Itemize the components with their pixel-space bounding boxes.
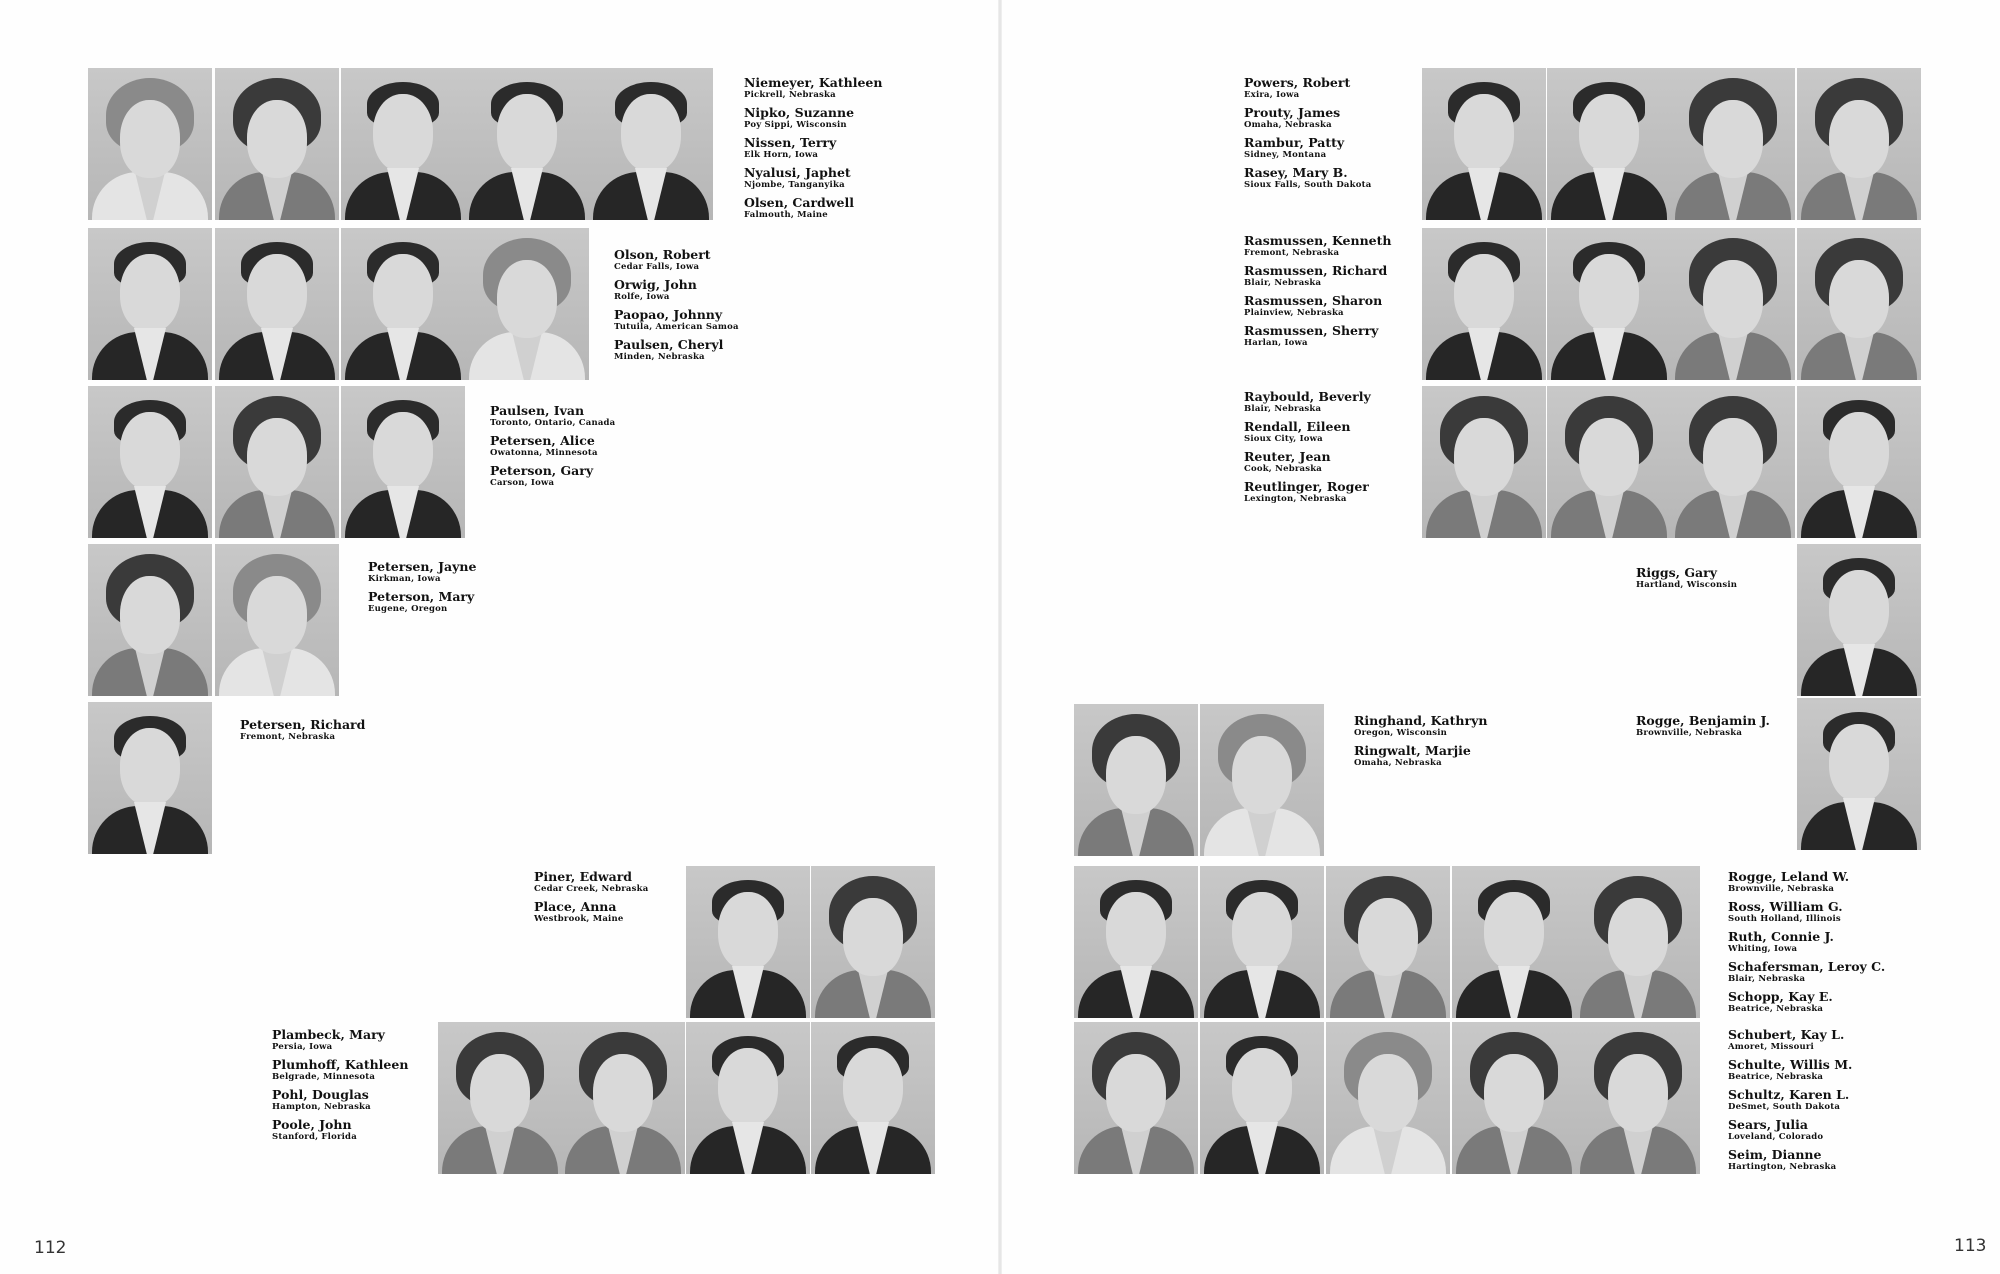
portrait-photo-powers-robert (1422, 68, 1546, 220)
portrait-photo-rambur-patty (1671, 68, 1795, 220)
student-hometown: Whiting, Iowa (1728, 944, 1798, 954)
student-name: Ross, William G. (1728, 899, 1843, 914)
student-hometown: Minden, Nebraska (614, 352, 705, 362)
student-name: Rasmussen, Sharon (1244, 293, 1383, 308)
student-hometown: Njombe, Tanganyika (744, 180, 845, 190)
student-name: Schafersman, Leroy C. (1728, 959, 1886, 974)
student-entry (534, 870, 648, 894)
portrait-photo-rasmussen-sharon (1671, 228, 1795, 380)
student-hometown: Blair, Nebraska (1728, 974, 1806, 984)
portrait-photo-rasmussen-richard (1547, 228, 1671, 380)
student-entry (1728, 1148, 1836, 1172)
portrait-photo-ross-william-g (1200, 866, 1324, 1018)
student-name: Schubert, Kay L. (1728, 1027, 1845, 1042)
portrait-photo-rogge-leland-w (1074, 866, 1198, 1018)
student-name: Nissen, Terry (744, 135, 837, 150)
student-hometown: Exira, Iowa (1244, 90, 1300, 100)
student-hometown: Tutuila, American Samoa (614, 322, 739, 332)
portrait-photo-nissen-terry (341, 68, 465, 220)
student-hometown: Oregon, Wisconsin (1354, 728, 1448, 738)
student-entry (368, 560, 476, 584)
student-entry (1244, 390, 1371, 414)
portrait-photo-ringwalt-marjie (1200, 704, 1324, 856)
student-hometown: Hampton, Nebraska (272, 1102, 371, 1112)
student-hometown: Loveland, Colorado (1728, 1132, 1824, 1142)
student-name: Nipko, Suzanne (744, 105, 855, 120)
student-entry (490, 464, 593, 488)
student-entry (1244, 480, 1369, 504)
student-name: Poole, John (272, 1117, 352, 1132)
portrait-photo-poole-john (811, 1022, 935, 1174)
portrait-photo-paulsen-ivan (88, 386, 212, 538)
portrait-photo-raybould-beverly (1422, 386, 1546, 538)
portrait-photo-rendall-eileen (1547, 386, 1671, 538)
student-hometown: Kirkman, Iowa (368, 574, 441, 584)
student-name: Pohl, Douglas (272, 1087, 369, 1102)
student-entry (272, 1028, 385, 1052)
student-entry (1244, 136, 1344, 160)
portrait-photo-prouty-james (1547, 68, 1671, 220)
student-name: Schulte, Willis M. (1728, 1057, 1853, 1072)
student-entry (1728, 1088, 1849, 1112)
student-entry (534, 900, 623, 924)
student-hometown: Beatrice, Nebraska (1728, 1004, 1824, 1014)
portrait-photo-orwig-john (215, 228, 339, 380)
student-name: Piner, Edward (534, 869, 633, 884)
student-entry (744, 76, 882, 100)
student-name: Raybould, Beverly (1244, 389, 1371, 404)
student-name: Olsen, Cardwell (744, 195, 855, 210)
student-hometown: Rolfe, Iowa (614, 292, 670, 302)
portrait-photo-rasmussen-kenneth (1422, 228, 1546, 380)
student-entry (744, 196, 854, 220)
portrait-photo-riggs-gary (1797, 544, 1921, 696)
student-hometown: South Holland, Illinois (1728, 914, 1841, 924)
student-entry (614, 248, 711, 272)
student-name: Prouty, James (1244, 105, 1341, 120)
student-name: Riggs, Gary (1636, 565, 1717, 580)
portrait-photo-petersen-alice (215, 386, 339, 538)
student-entry (272, 1088, 371, 1112)
student-name: Paopao, Johnny (614, 307, 723, 322)
student-name: Orwig, John (614, 277, 697, 292)
student-hometown: Fremont, Nebraska (1244, 248, 1340, 258)
student-entry (1354, 744, 1471, 768)
student-hometown: Sioux City, Iowa (1244, 434, 1323, 444)
student-hometown: Carson, Iowa (490, 478, 555, 488)
student-name: Peterson, Gary (490, 463, 594, 478)
student-entry (1728, 960, 1885, 984)
student-entry (1244, 106, 1340, 130)
portrait-photo-olsen-cardwell (589, 68, 713, 220)
portrait-photo-schubert-kay-l (1074, 1022, 1198, 1174)
portrait-photo-schafersman-leroy-c (1452, 866, 1576, 1018)
portrait-photo-rasmussen-sherry (1797, 228, 1921, 380)
student-entry (240, 718, 365, 742)
student-hometown: Belgrade, Minnesota (272, 1072, 376, 1082)
student-hometown: Hartington, Nebraska (1728, 1162, 1837, 1172)
student-name: Schopp, Kay E. (1728, 989, 1833, 1004)
student-name: Seim, Dianne (1728, 1147, 1822, 1162)
student-name: Rogge, Benjamin J. (1636, 713, 1770, 728)
portrait-photo-olson-robert (88, 228, 212, 380)
student-hometown: Blair, Nebraska (1244, 404, 1322, 414)
student-hometown: Falmouth, Maine (744, 210, 828, 220)
portrait-photo-paulsen-cheryl (465, 228, 589, 380)
student-entry (1636, 566, 1737, 590)
student-hometown: Sidney, Montana (1244, 150, 1327, 160)
student-hometown: Amoret, Missouri (1728, 1042, 1814, 1052)
student-hometown: Cedar Falls, Iowa (614, 262, 700, 272)
student-name: Plambeck, Mary (272, 1027, 385, 1042)
student-entry (1636, 714, 1770, 738)
portrait-photo-nipko-suzanne (215, 68, 339, 220)
student-entry (614, 338, 723, 362)
student-entry (272, 1058, 408, 1082)
student-hometown: Lexington, Nebraska (1244, 494, 1347, 504)
student-hometown: Fremont, Nebraska (240, 732, 336, 742)
student-hometown: Owatonna, Minnesota (490, 448, 598, 458)
student-name: Ruth, Connie J. (1728, 929, 1834, 944)
portrait-photo-niemeyer-kathleen (88, 68, 212, 220)
portrait-photo-ringhand-kathryn (1074, 704, 1198, 856)
portrait-photo-sears-julia (1452, 1022, 1576, 1174)
student-name: Reuter, Jean (1244, 449, 1331, 464)
student-hometown: Hartland, Wisconsin (1636, 580, 1738, 590)
student-name: Rasey, Mary B. (1244, 165, 1348, 180)
student-name: Petersen, Jayne (368, 559, 477, 574)
student-entry (744, 136, 836, 160)
portrait-photo-schulte-willis-m (1200, 1022, 1324, 1174)
student-entry (1244, 450, 1331, 474)
student-hometown: Stanford, Florida (272, 1132, 357, 1142)
student-entry (272, 1118, 357, 1142)
student-entry (1244, 420, 1351, 444)
student-name: Niemeyer, Kathleen (744, 75, 883, 90)
student-hometown: DeSmet, South Dakota (1728, 1102, 1841, 1112)
student-entry (1728, 930, 1834, 954)
portrait-photo-rasey-mary-b (1797, 68, 1921, 220)
student-name: Petersen, Richard (240, 717, 366, 732)
student-entry (1244, 76, 1350, 100)
student-name: Ringwalt, Marjie (1354, 743, 1471, 758)
student-name: Petersen, Alice (490, 433, 595, 448)
portrait-photo-petersen-richard (88, 702, 212, 854)
student-name: Nyalusi, Japhet (744, 165, 851, 180)
page-number-right: 113 (1954, 1236, 1987, 1256)
student-hometown: Poy Sippi, Wisconsin (744, 120, 847, 130)
student-name: Rasmussen, Sherry (1244, 323, 1379, 338)
student-hometown: Westbrook, Maine (534, 914, 624, 924)
student-name: Ringhand, Kathryn (1354, 713, 1488, 728)
student-hometown: Brownville, Nebraska (1728, 884, 1835, 894)
student-hometown: Toronto, Ontario, Canada (490, 418, 616, 428)
student-hometown: Brownville, Nebraska (1636, 728, 1743, 738)
student-entry (744, 166, 851, 190)
student-name: Rogge, Leland W. (1728, 869, 1850, 884)
student-name: Reutlinger, Roger (1244, 479, 1369, 494)
student-name: Paulsen, Ivan (490, 403, 585, 418)
student-hometown: Omaha, Nebraska (1354, 758, 1442, 768)
portrait-photo-nyalusi-japhet (465, 68, 589, 220)
student-hometown: Blair, Nebraska (1244, 278, 1322, 288)
student-hometown: Pickrell, Nebraska (744, 90, 836, 100)
book-spine (998, 0, 1002, 1274)
student-entry (1354, 714, 1487, 738)
student-entry (490, 434, 598, 458)
student-name: Sears, Julia (1728, 1117, 1809, 1132)
student-entry (1728, 870, 1849, 894)
student-name: Rambur, Patty (1244, 135, 1345, 150)
student-name: Rendall, Eileen (1244, 419, 1351, 434)
portrait-photo-reuter-jean (1671, 386, 1795, 538)
portrait-photo-place-anna (811, 866, 935, 1018)
student-hometown: Sioux Falls, South Dakota (1244, 180, 1372, 190)
student-name: Paulsen, Cheryl (614, 337, 724, 352)
student-entry (614, 308, 739, 332)
portrait-photo-schultz-karen-l (1326, 1022, 1450, 1174)
student-name: Schultz, Karen L. (1728, 1087, 1850, 1102)
student-hometown: Beatrice, Nebraska (1728, 1072, 1824, 1082)
student-entry (1244, 166, 1371, 190)
student-entry (1728, 1118, 1823, 1142)
student-entry (1244, 294, 1382, 318)
student-hometown: Cedar Creek, Nebraska (534, 884, 649, 894)
portrait-photo-rogge-benjamin-j (1797, 698, 1921, 850)
portrait-photo-peterson-gary (341, 386, 465, 538)
student-entry (744, 106, 854, 130)
portrait-photo-pohl-douglas (686, 1022, 810, 1174)
student-name: Powers, Robert (1244, 75, 1351, 90)
student-entry (614, 278, 697, 302)
student-name: Olson, Robert (614, 247, 711, 262)
page-number-left: 112 (34, 1238, 67, 1258)
portrait-photo-schopp-kay-e (1576, 866, 1700, 1018)
student-hometown: Eugene, Oregon (368, 604, 448, 614)
portrait-photo-ruth-connie-j (1326, 866, 1450, 1018)
student-entry (1728, 900, 1843, 924)
portrait-photo-peterson-mary (215, 544, 339, 696)
portrait-photo-reutlinger-roger (1797, 386, 1921, 538)
student-entry (490, 404, 615, 428)
student-hometown: Plainview, Nebraska (1244, 308, 1344, 318)
student-hometown: Harlan, Iowa (1244, 338, 1308, 348)
portrait-photo-plumhoff-kathleen (561, 1022, 685, 1174)
portrait-photo-seim-dianne (1576, 1022, 1700, 1174)
student-entry (1728, 990, 1833, 1014)
student-hometown: Persia, Iowa (272, 1042, 333, 1052)
student-name: Place, Anna (534, 899, 617, 914)
portrait-photo-piner-edward (686, 866, 810, 1018)
student-entry (368, 590, 474, 614)
student-name: Peterson, Mary (368, 589, 475, 604)
student-name: Rasmussen, Richard (1244, 263, 1388, 278)
student-entry (1244, 324, 1378, 348)
portrait-photo-plambeck-mary (438, 1022, 562, 1174)
student-hometown: Omaha, Nebraska (1244, 120, 1332, 130)
portrait-photo-paopao-johnny (341, 228, 465, 380)
student-entry (1728, 1058, 1852, 1082)
student-name: Rasmussen, Kenneth (1244, 233, 1392, 248)
portrait-photo-petersen-jayne (88, 544, 212, 696)
student-name: Plumhoff, Kathleen (272, 1057, 409, 1072)
student-hometown: Elk Horn, Iowa (744, 150, 819, 160)
student-entry (1244, 234, 1391, 258)
student-entry (1728, 1028, 1844, 1052)
student-hometown: Cook, Nebraska (1244, 464, 1323, 474)
student-entry (1244, 264, 1387, 288)
